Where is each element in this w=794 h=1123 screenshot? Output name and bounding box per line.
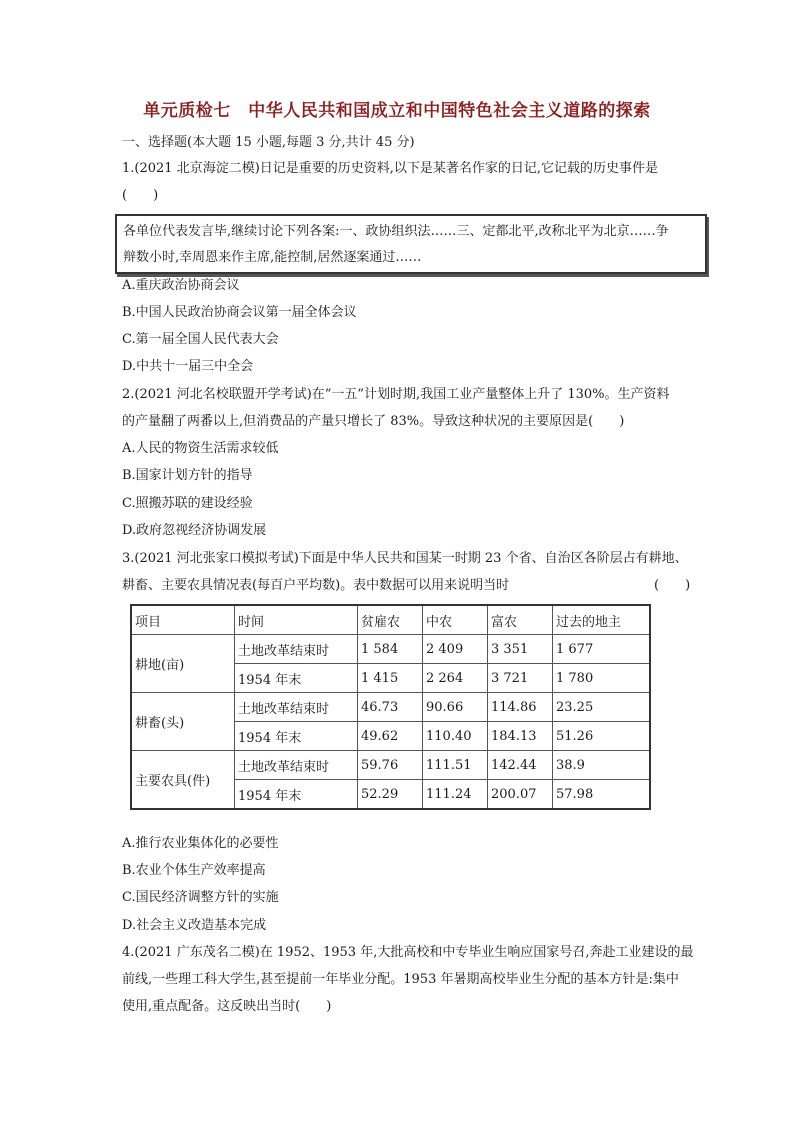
table-cell: 23.25 — [553, 693, 651, 722]
table-cell: 1 780 — [553, 664, 651, 693]
table-cell: 184.13 — [488, 722, 553, 751]
table-cell: 46.73 — [358, 693, 423, 722]
table-cell: 200.07 — [488, 780, 553, 810]
q2-option-c: C.照搬苏联的建设经验 — [122, 496, 253, 511]
table-item-cell: 耕地(亩) — [131, 635, 235, 693]
table-item-cell: 耕畜(头) — [131, 693, 235, 751]
table-cell: 90.66 — [423, 693, 488, 722]
q1-stem: 1.(2021 北京海淀二模)日记是重要的历史资料,以下是某著名作家的日记,它记载的历史事件是 — [122, 161, 659, 176]
q3-option-b: B.农业个体生产效率提高 — [122, 863, 266, 878]
table-header-cell: 过去的地主 — [553, 605, 651, 635]
q1-option-d: D.中共十一届三中全会 — [122, 359, 254, 374]
table-cell: 59.76 — [358, 751, 423, 780]
table-cell: 1 677 — [553, 635, 651, 664]
table-time-cell: 1954 年末 — [235, 664, 358, 693]
q1-option-c: C.第一届全国人民代表大会 — [122, 332, 279, 347]
table-cell: 1 415 — [358, 664, 423, 693]
table-time-cell: 1954 年末 — [235, 722, 358, 751]
q4-stem-line-1: 4.(2021 广东茂名二模)在 1952、1953 年,大批高校和中专毕业生响应国家号召,奔赴工业建设的最 — [122, 945, 694, 960]
table-row — [131, 635, 650, 664]
q3-option-a: A.推行农业集体化的必要性 — [122, 836, 279, 851]
table-cell: 3 721 — [488, 664, 553, 693]
q4-stem-line-2: 前线,一些理工科大学生,甚至提前一年毕业分配。1953 年暑期高校毕业生分配的基本方针是:集中 — [122, 972, 679, 987]
q3-option-c: C.国民经济调整方针的实施 — [122, 890, 279, 905]
q1-option-b: B.中国人民政治协商会议第一届全体会议 — [122, 305, 357, 320]
table-row — [131, 751, 650, 780]
q2-option-a: A.人民的物资生活需求较低 — [122, 441, 279, 456]
q3-stem-line-1: 3.(2021 河北张家口模拟考试)下面是中华人民共和国某一时期 23 个省、自治区各阶层占有耕地、 — [122, 551, 688, 566]
table-header-cell: 中农 — [423, 605, 488, 635]
table-cell: 52.29 — [358, 780, 423, 810]
q3-data-table — [130, 604, 651, 810]
table-cell: 1 584 — [358, 635, 423, 664]
q3-answer-paren: ( ) — [654, 578, 691, 593]
q1-answer-paren: ( ) — [122, 188, 159, 203]
section-heading: 一、选择题(本大题 15 小题,每题 3 分,共计 45 分) — [122, 135, 415, 150]
table-row — [131, 693, 650, 722]
table-cell: 142.44 — [488, 751, 553, 780]
table-cell: 57.98 — [553, 780, 651, 810]
table-cell: 111.24 — [423, 780, 488, 810]
q1-quote-box — [115, 214, 707, 274]
table-cell: 110.40 — [423, 722, 488, 751]
table-cell: 51.26 — [553, 722, 651, 751]
q2-option-d: D.政府忽视经济协调发展 — [122, 523, 267, 538]
table-time-cell: 土地改革结束时 — [235, 635, 358, 664]
table-header-row — [131, 605, 650, 635]
q2-stem-line-2: 的产量翻了两番以上,但消费品的产量只增长了 83%。导致这种状况的主要原因是( ) — [122, 414, 625, 429]
table-cell: 2 409 — [423, 635, 488, 664]
q4-stem-line-3: 使用,重点配备。这反映出当时( ) — [122, 999, 332, 1014]
table-time-cell: 1954 年末 — [235, 780, 358, 810]
table-time-cell: 土地改革结束时 — [235, 693, 358, 722]
table-cell: 2 264 — [423, 664, 488, 693]
q2-option-b: B.国家计划方针的指导 — [122, 468, 253, 483]
table-header-cell: 项目 — [131, 605, 235, 635]
page-title: 单元质检七 中华人民共和国成立和中国特色社会主义道路的探索 — [143, 101, 651, 121]
q1-quote-line-2: 辩数小时,幸周恩来作主席,能控制,居然逐案通过…… — [123, 250, 422, 265]
table-header-cell: 时间 — [235, 605, 358, 635]
table-cell: 3 351 — [488, 635, 553, 664]
q3-option-d: D.社会主义改造基本完成 — [122, 918, 267, 933]
table-cell: 38.9 — [553, 751, 651, 780]
table-header-cell: 富农 — [488, 605, 553, 635]
table-item-cell: 主要农具(件) — [131, 751, 235, 810]
table-cell: 49.62 — [358, 722, 423, 751]
table-header-cell: 贫雇农 — [358, 605, 423, 635]
table-cell: 111.51 — [423, 751, 488, 780]
q1-option-a: A.重庆政治协商会议 — [122, 278, 240, 293]
table-time-cell: 土地改革结束时 — [235, 751, 358, 780]
q2-stem-line-1: 2.(2021 河北名校联盟开学考试)在“一五”计划时期,我国工业产量整体上升了 130%。生产资料 — [122, 387, 670, 402]
q1-quote-line-1: 各单位代表发言毕,继续讨论下列各案:一、政协组织法……三、定都北平,改称北平为北京……争 — [123, 224, 669, 239]
table-cell: 114.86 — [488, 693, 553, 722]
q3-stem-line-2: 耕畜、主要农具情况表(每百户平均数)。表中数据可以用来说明当时 — [122, 578, 510, 593]
